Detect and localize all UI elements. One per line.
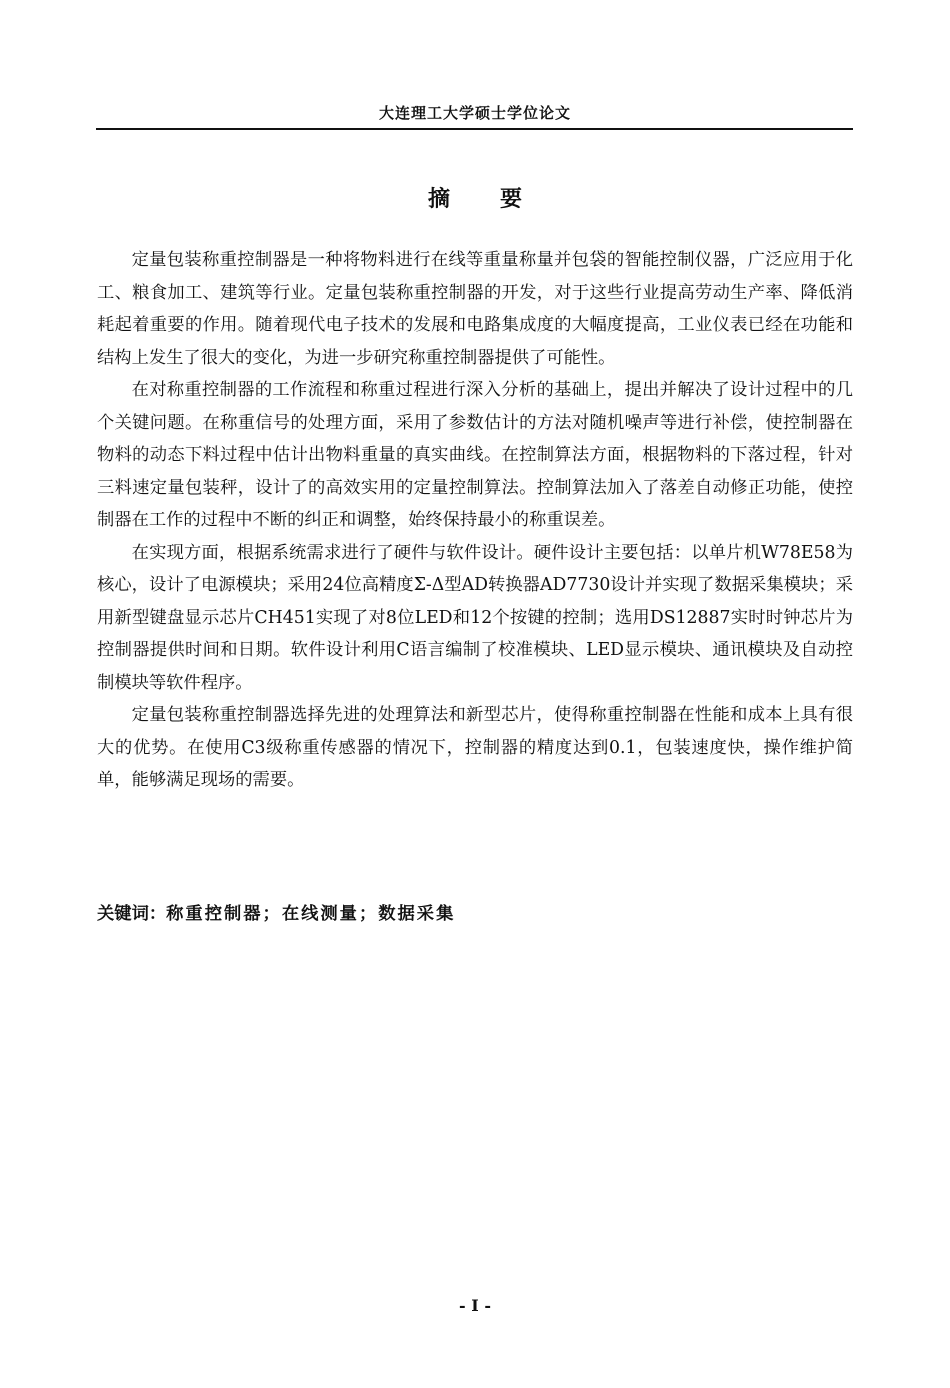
abstract-title bbox=[0, 184, 950, 214]
keywords-label: 关键词： bbox=[97, 904, 167, 924]
abstract-paragraph-1: 定量包装称重控制器是一种将物料进行在线等重量称量并包袋的智能控制仪器，广泛应用于化工、粮食加工、建筑等行业。定量包装称重控制器的开发，对于这些行业提高劳动生产率、降低消耗起着重要的作用。随着现代电子技术的发展和电路集成度的大幅度提高，工业仪表已经在功能和结构上发生了很大的变化，为进一步研究称重控制器提供了可能性。 bbox=[97, 250, 853, 368]
keywords-line bbox=[97, 898, 853, 930]
abstract-title-left: 摘 bbox=[427, 186, 450, 212]
abstract-paragraph-2: 在对称重控制器的工作流程和称重过程进行深入分析的基础上，提出并解决了设计过程中的几个关键问题。在称重信号的处理方面，采用了参数估计的方法对随机噪声等进行补偿，使控制器在物料的动态下料过程中估计出物料重量的真实曲线。在控制算法方面，根据物料的下落过程，针对三料速定量包装秤，设计了的高效实用的定量控制算法。控制算法加入了落差自动修正功能，使控制器在工作的过程中不断的纠正和调整，始终保持最小的称重误差。 bbox=[97, 380, 853, 530]
abstract-title-right: 要 bbox=[500, 186, 523, 212]
keywords-list: 称重控制器；在线测量；数据采集 bbox=[166, 904, 456, 924]
abstract-body bbox=[97, 244, 853, 797]
running-header: 大连理工大学硕士学位论文 bbox=[378, 104, 571, 122]
page-number: - I - bbox=[459, 1296, 491, 1315]
abstract-paragraph-4: 定量包装称重控制器选择先进的处理算法和新型芯片，使得称重控制器在性能和成本上具有很大的优势。在使用C3级称重传感器的情况下，控制器的精度达到0.1，包装速度快，操作维护简单，能够满足现场的需要。 bbox=[97, 705, 853, 790]
abstract-paragraph-3: 在实现方面，根据系统需求进行了硬件与软件设计。硬件设计主要包括：以单片机W78E58为核心，设计了电源模块；采用24位高精度Σ-Δ型AD转换器AD7730设计并实现了数据采集模块；采用新型键盘显示芯片CH451实现了对8位LED和12个按键的控制；选用DS12887实时时钟芯片为控制器提供时间和日期。软件设计利用C语言编制了校准模块、LED显示模块、通讯模块及自动控制模块等软件程序。 bbox=[97, 542, 853, 693]
header-rule bbox=[96, 128, 853, 130]
